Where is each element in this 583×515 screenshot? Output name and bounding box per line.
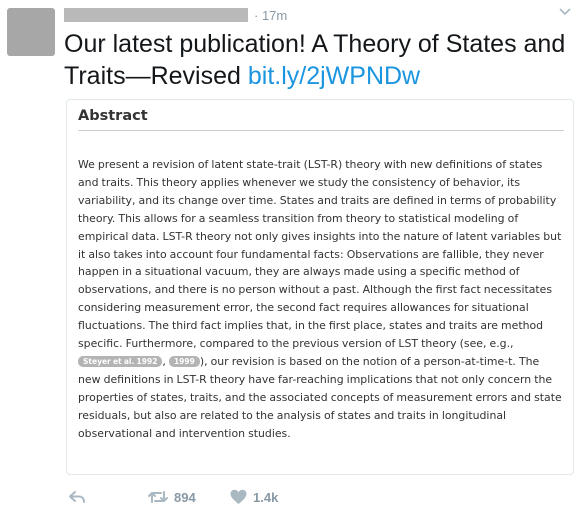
abstract-image-card[interactable]	[66, 99, 574, 475]
heart-icon	[230, 489, 247, 505]
reply-button[interactable]	[68, 487, 86, 507]
tweet-text	[64, 28, 574, 92]
tweet-header	[64, 7, 287, 23]
like-button[interactable]	[230, 487, 278, 507]
retweet-count: 894	[174, 489, 196, 505]
abstract	[78, 105, 564, 443]
retweet-button[interactable]	[148, 487, 196, 507]
tweet-actions	[68, 487, 548, 507]
like-count: 1.4k	[253, 489, 279, 505]
abstract-text-part2: ), our revision is based on the notion of a person-at-time-t. The new definitions in LST-R theory have far-reaching implications that not only concern the properties of states, traits, and the associated concepts of measurement errors and state residuals, but also are related to the analysis of states and traits in longitudinal observational and intervention studies.	[78, 354, 562, 440]
abstract-heading: Abstract	[78, 108, 148, 124]
tweet-text-main: Our latest publication! A Theory of States and Traits—Revised	[64, 30, 566, 90]
chevron-down-icon[interactable]	[557, 4, 573, 20]
retweet-icon	[148, 489, 168, 505]
reference-pill: Steyer et al. 1992	[78, 356, 162, 367]
abstract-text-part1: We present a revision of latent state-trait (LST-R) theory with new definitions of states and traits. This theory applies whenever we study the consistency of behavior, its variability, and its change over time. States and traits are defined in terms of probability theory. This allows for a seamless transition from theory to statistical modeling of empirical data. LST-R theory not only gives insights into the nature of latent variables but it also takes into account four fundamental facts: Observations are fallible, they never happen in a situational vacuum, they are always made using a specific method of observations, and there is no person without a past. Although the first fact necessitates considering measurement error, the second fact requires allowances for situational fluctuations. The third fact implies that, in the first place, states and traits are method specific. Furthermore, compared to the previous version of LST theory (see, e.g.,	[78, 158, 562, 351]
divider	[78, 130, 564, 131]
tweet-link[interactable]: bit.ly/2jWPNDw	[247, 62, 421, 90]
reply-icon	[68, 489, 86, 505]
avatar[interactable]	[7, 8, 55, 56]
timestamp[interactable]: · 17m	[254, 7, 288, 23]
abstract-body	[78, 156, 564, 443]
author-name-redacted	[64, 8, 248, 22]
abstract-separator: ,	[162, 354, 169, 368]
reference-pill: 1999	[169, 356, 200, 367]
